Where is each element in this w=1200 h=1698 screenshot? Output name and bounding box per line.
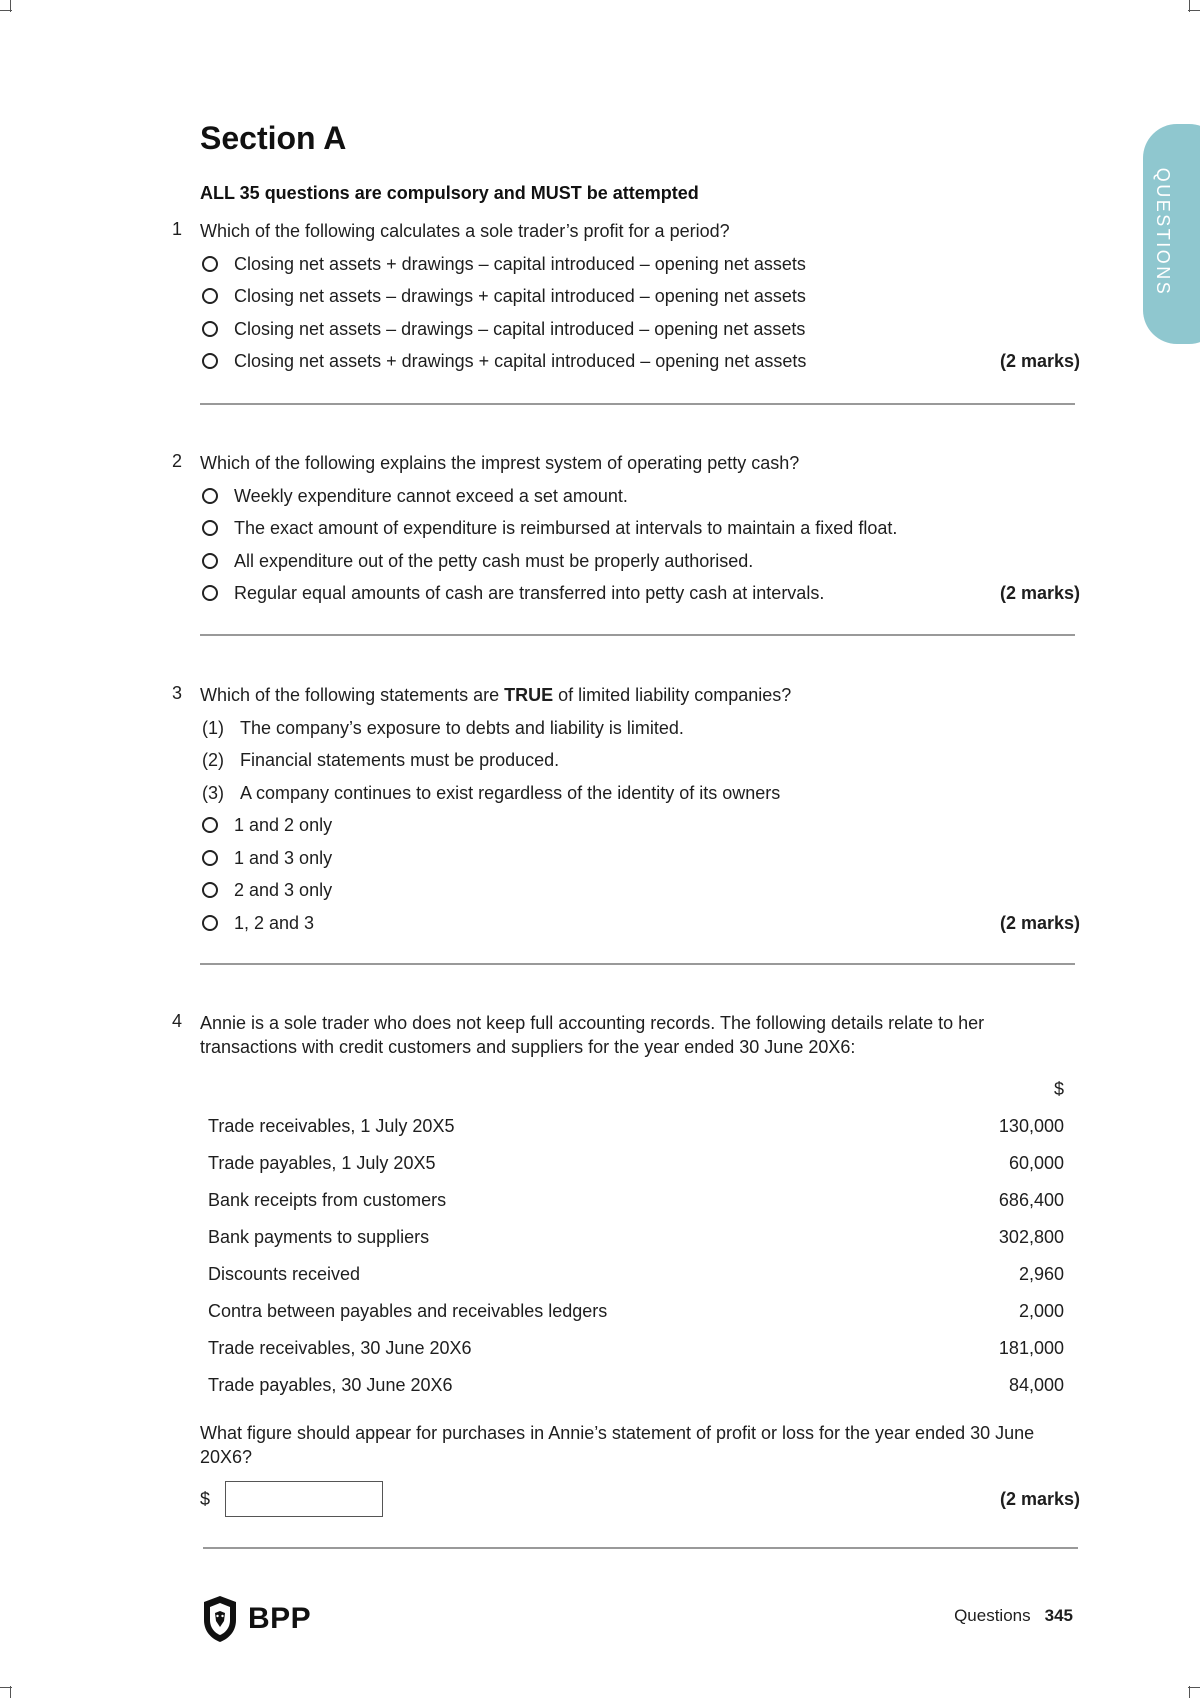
question-prompt: What figure should appear for purchases in Annie’s statement of profit or loss for the year ended 30 June 20X6? (200, 1423, 1035, 1467)
statement-text: The company’s exposure to debts and liability is limited. (240, 718, 684, 738)
row-amount: 2,000 (1018, 1301, 1064, 1321)
row-label: Trade payables, 1 July 20X5 (208, 1153, 436, 1173)
radio-icon[interactable] (202, 321, 218, 337)
radio-icon[interactable] (202, 488, 218, 504)
table-row (208, 1299, 1064, 1323)
row-label: Discounts received (208, 1264, 361, 1284)
divider (200, 963, 1075, 965)
statement (202, 748, 559, 772)
answer-option[interactable] (202, 284, 806, 308)
divider (200, 403, 1075, 405)
answer-option[interactable] (202, 846, 332, 870)
option-label: All expenditure out of the petty cash must be properly authorised. (234, 551, 754, 571)
answer-option[interactable] (202, 484, 628, 508)
statement-number: (1) (202, 718, 224, 738)
section-title: Section A (200, 120, 347, 156)
footer-label: Questions (954, 1606, 1031, 1625)
radio-icon[interactable] (202, 817, 218, 833)
marks-label: (2 marks) (999, 1489, 1080, 1509)
crop-mark (0, 10, 12, 11)
statement-number: (3) (202, 783, 224, 803)
lion-shield-icon (200, 1594, 240, 1644)
answer-option[interactable] (202, 813, 332, 837)
radio-icon[interactable] (202, 288, 218, 304)
question-number: 4 (172, 1011, 183, 1031)
question-text: Which of the following calculates a sole trader’s profit for a period? (200, 221, 730, 241)
radio-icon[interactable] (202, 520, 218, 536)
row-amount: 686,400 (998, 1190, 1064, 1210)
option-label: Regular equal amounts of cash are transferred into petty cash at intervals. (234, 583, 825, 603)
option-label: 2 and 3 only (234, 880, 333, 900)
statement (202, 781, 780, 805)
table-row (208, 1373, 1064, 1397)
question-number: 2 (172, 451, 183, 471)
table-row (208, 1262, 1064, 1286)
crop-mark (0, 1687, 12, 1688)
currency-header: $ (1053, 1079, 1064, 1099)
row-label: Trade receivables, 30 June 20X6 (208, 1338, 472, 1358)
option-label: 1, 2 and 3 (234, 913, 315, 933)
section-instruction: ALL 35 questions are compulsory and MUST be attempted (200, 183, 699, 203)
question-text-emphasis: TRUE (504, 685, 554, 705)
bpp-logo (200, 1594, 310, 1644)
row-label: Contra between payables and receivables ledgers (208, 1301, 608, 1321)
question-text (200, 683, 1080, 707)
question-text-part: of limited liability companies? (553, 685, 792, 705)
radio-icon[interactable] (202, 353, 218, 369)
divider (203, 1547, 1078, 1549)
table-row (208, 1151, 1064, 1175)
divider (200, 634, 1075, 636)
option-label: Closing net assets + drawings + capital introduced – opening net assets (234, 351, 807, 371)
side-tab-label: QUESTIONS (1153, 167, 1173, 297)
radio-icon[interactable] (202, 850, 218, 866)
question-text: Annie is a sole trader who does not keep full accounting records. The following details relate to her transactions with credit customers and suppliers for the year ended 30 June 20X6: (200, 1013, 985, 1057)
crop-mark (1188, 10, 1200, 11)
row-amount: 2,960 (1018, 1264, 1064, 1284)
answer-option[interactable] (202, 878, 332, 902)
question-text-part: Which of the following statements are (200, 685, 505, 705)
marks-label: (2 marks) (999, 913, 1080, 933)
table-header-row (208, 1077, 1064, 1101)
table-row (208, 1114, 1064, 1138)
answer-option[interactable] (202, 317, 805, 341)
marks-label: (2 marks) (999, 351, 1080, 371)
row-label: Trade receivables, 1 July 20X5 (208, 1116, 455, 1136)
crop-mark (1188, 1687, 1200, 1688)
row-amount: 302,800 (998, 1227, 1064, 1247)
answer-option[interactable] (202, 911, 314, 935)
option-label: The exact amount of expenditure is reimbursed at intervals to maintain a fixed float. (234, 518, 898, 538)
row-amount: 130,000 (998, 1116, 1064, 1136)
answer-option[interactable] (202, 349, 806, 373)
option-label: Closing net assets + drawings – capital introduced – opening net assets (234, 254, 806, 274)
question-number: 1 (172, 219, 183, 239)
question-number: 3 (172, 683, 183, 703)
page-number: 345 (1044, 1606, 1073, 1625)
radio-icon[interactable] (202, 915, 218, 931)
statement-text: Financial statements must be produced. (240, 750, 560, 770)
row-amount: 84,000 (1008, 1375, 1064, 1395)
answer-currency: $ (200, 1489, 211, 1509)
answer-option[interactable] (202, 581, 824, 605)
radio-icon[interactable] (202, 585, 218, 601)
logo-text: BPP (248, 1602, 312, 1635)
answer-option[interactable] (202, 549, 753, 573)
marks-label: (2 marks) (999, 583, 1080, 603)
statement-number: (2) (202, 750, 224, 770)
radio-icon[interactable] (202, 882, 218, 898)
radio-icon[interactable] (202, 553, 218, 569)
answer-input[interactable] (225, 1481, 383, 1517)
table-row (208, 1336, 1064, 1360)
row-label: Bank receipts from customers (208, 1190, 447, 1210)
row-label: Bank payments to suppliers (208, 1227, 430, 1247)
page-footer (954, 1606, 1073, 1626)
table-row (208, 1225, 1064, 1249)
row-amount: 181,000 (998, 1338, 1064, 1358)
option-label: 1 and 2 only (234, 815, 333, 835)
option-label: Closing net assets – drawings – capital introduced – opening net assets (234, 319, 806, 339)
table-row (208, 1188, 1064, 1212)
question-text: Which of the following explains the imprest system of operating petty cash? (200, 453, 800, 473)
option-label: Closing net assets – drawings + capital introduced – opening net assets (234, 286, 806, 306)
row-amount: 60,000 (1008, 1153, 1064, 1173)
answer-option[interactable] (202, 252, 806, 276)
row-label: Trade payables, 30 June 20X6 (208, 1375, 453, 1395)
answer-option[interactable] (202, 516, 897, 540)
option-label: Weekly expenditure cannot exceed a set amount. (234, 486, 628, 506)
statement (202, 716, 684, 740)
radio-icon[interactable] (202, 256, 218, 272)
option-label: 1 and 3 only (234, 848, 333, 868)
statement-text: A company continues to exist regardless of the identity of its owners (240, 783, 781, 803)
